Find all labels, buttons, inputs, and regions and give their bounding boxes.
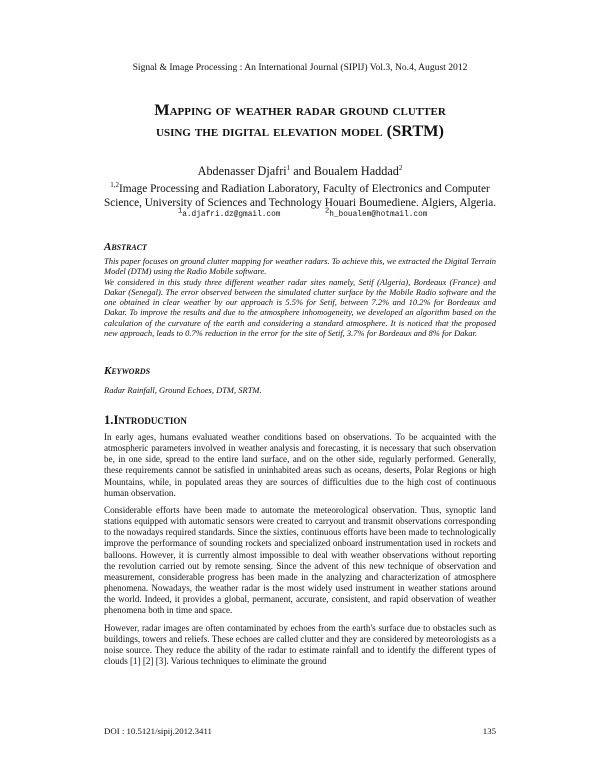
introduction-heading: 1.Introduction xyxy=(104,413,187,427)
email-1[interactable]: $^1$a.djafri.dz@gmail.com xyxy=(178,207,281,219)
running-header: Signal & Image Processing : An International Journal (SIPIJ) Vol.3, No.4, August 2012 xyxy=(132,62,468,73)
affiliation: $^{1,2}$Image Processing and Radiation Laboratory, Faculty of Electronics and Computer Science, University of Sciences and Technology Houari Boumediene. Algiers, Algeria. xyxy=(103,181,497,209)
abstract-paragraph: We considered in this study three different weather radar sites namely, Setif (Algeria), Bordeaux (France) and Dakar (Senegal). The error observed between the simulated clutter surface by the Mobile Radio software and the one obtained in clear weather by our approach is 5.5% for Setif, between 7.2% and 10.2% for Bordeaux and Dakar. To improve the results and due to the atmosphere inhomogeneity, we developed an algorithm based on the calculation of the curvature of the earth and considering a standard atmosphere. It is noticed that the proposed new approach, leads to 0.7% reduction in the error for the site of Setif, 3.7% for Bordeaux and 8% for Dakar. xyxy=(104,276,496,339)
keywords-heading: Keywords xyxy=(104,365,151,377)
email-2[interactable]: $^2$h_boualem@hotmail.com xyxy=(325,207,428,219)
keywords-text: Radar Rainfall, Ground Echoes, DTM, SRTM. xyxy=(104,385,262,395)
author-2: Boualem Haddad xyxy=(313,164,399,178)
paper-title xyxy=(60,99,540,141)
introduction-body xyxy=(104,432,496,673)
author-1: Abdenasser Djafri xyxy=(197,164,287,178)
doi-footer[interactable]: DOI : 10.5121/sipij.2012.3411 xyxy=(104,726,212,736)
abstract-paragraph: This paper focuses on ground clutter mapping for weather radars. To achieve this, we extracted the Digital Terrain Model (DTM) using the Radio Mobile software. xyxy=(104,256,496,277)
title-line-2: using the digital elevation model (SRTM) xyxy=(156,121,444,140)
page-number: 135 xyxy=(482,726,496,736)
body-paragraph: Considerable efforts have been made to automate the meteorological observation. Thus, synoptic land stations equipped with automatic sensors were created to carryout and transmit observations corresponding to the nowadays required standards. Since the sixties, continuous efforts have been made to technologically improve the performance of sounding rockets and specialized onboard instrumentation used in rockets and balloons. However, it is currently almost impossible to deal with weather observations without reporting the revolution carried out by remote sensing. Since the advent of this new technique of observation and measurement, considerable progress has been made in the analyzing and characterization of atmosphere phenomena. Nowadays, the weather radar is the most widely used instrument in weather stations around the world. Indeed, it provides a global, permanent, accurate, consistent, and rapid observation of weather phenomena both in time and space. xyxy=(104,504,496,616)
body-paragraph: However, radar images are often contaminated by echoes from the earth's surface due to obstacles such as buildings, towers and reliefs. These echoes are called clutter and they are considered by meteorologists as a noise source. They reduce the ability of the radar to estimate rainfall and to identify the different types of clouds [1] [2] [3]. Various techniques to eliminate the ground xyxy=(104,622,496,666)
title-line-1: Mapping of weather radar ground clutter xyxy=(154,100,446,119)
abstract-text xyxy=(104,256,496,338)
abstract-heading: Abstract xyxy=(104,241,147,253)
author-list: Abdenasser Djafri$^1$ and Boualem Haddad$^2$ xyxy=(197,163,403,178)
body-paragraph: In early ages, humans evaluated weather conditions based on observations. To be acquainted with the atmospheric parameters involved in weather analysis and forecasting, it is necessary that such observation be, in one side, spread to the entire land surface, and on the other side, regularly performed. Generally, these requirements cannot be satisfied in uninhabited areas such as oceans, deserts, Polar Regions or high Mountains, while, in populated areas they are sources of difficulties due to the high cost of continuous human observation. xyxy=(104,432,496,498)
